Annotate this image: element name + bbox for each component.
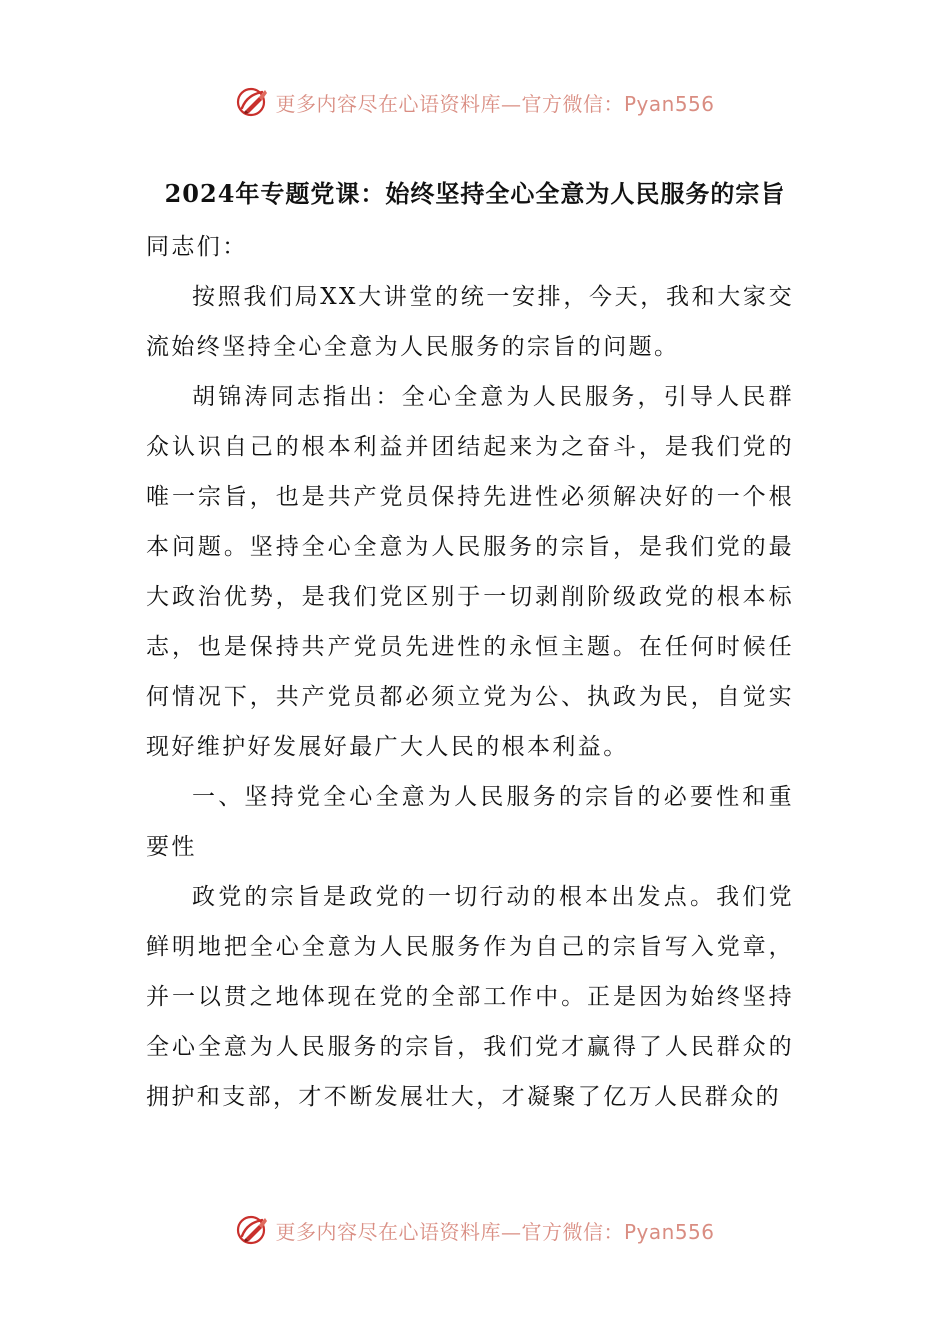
document-title: 2024年专题党课：始终坚持全心全意为人民服务的宗旨 [164,179,786,208]
section-heading-1: 一、坚持党全心全意为人民服务的宗旨的必要性和重要性 [146,784,794,860]
watermark-banner-bottom [0,1210,950,1250]
paragraph-intro: 按照我们局XX大讲堂的统一安排，今天，我和大家交流始终坚持全心全意为人民服务的宗旨的问题。 [146,284,794,360]
wechat-id: Pyan556 [623,91,715,116]
watermark-banner-top [0,82,950,122]
pen-seal-logo-icon [235,1213,269,1247]
watermark-text: 更多内容尽在心语资料库—官方微信：Pyan556 [275,1219,715,1244]
salutation: 同志们： [146,234,248,260]
paragraph-quote: 胡锦涛同志指出：全心全意为人民服务，引导人民群众认识自己的根本利益并团结起来为之奋斗，是我们党的唯一宗旨，也是共产党员保持先进性必须解决好的一个根本问题。坚持全心全意为人民服务的宗旨，是我们党的最大政治优势，是我们党区别于一切剥削阶级政党的根本标志，也是保持共产党员先进性的永恒主题。在任何时候任何情况下，共产党员都必须立党为公、执政为民，自觉实现好维护好发展好最广大人民的根本利益。 [146,384,794,760]
paragraph-section-1: 政党的宗旨是政党的一切行动的根本出发点。我们党鲜明地把全心全意为人民服务作为自己的宗旨写入党章，并一以贯之地体现在党的全部工作中。正是因为始终坚持全心全意为人民服务的宗旨，我们党才赢得了人民群众的拥护和支部，才不断发展壮大，才凝聚了亿万人民群众的 [146,884,794,1110]
document-body [146,222,794,1122]
wechat-id: Pyan556 [623,1219,715,1244]
pen-seal-logo-icon [235,85,269,119]
watermark-text: 更多内容尽在心语资料库—官方微信：Pyan556 [275,91,715,116]
